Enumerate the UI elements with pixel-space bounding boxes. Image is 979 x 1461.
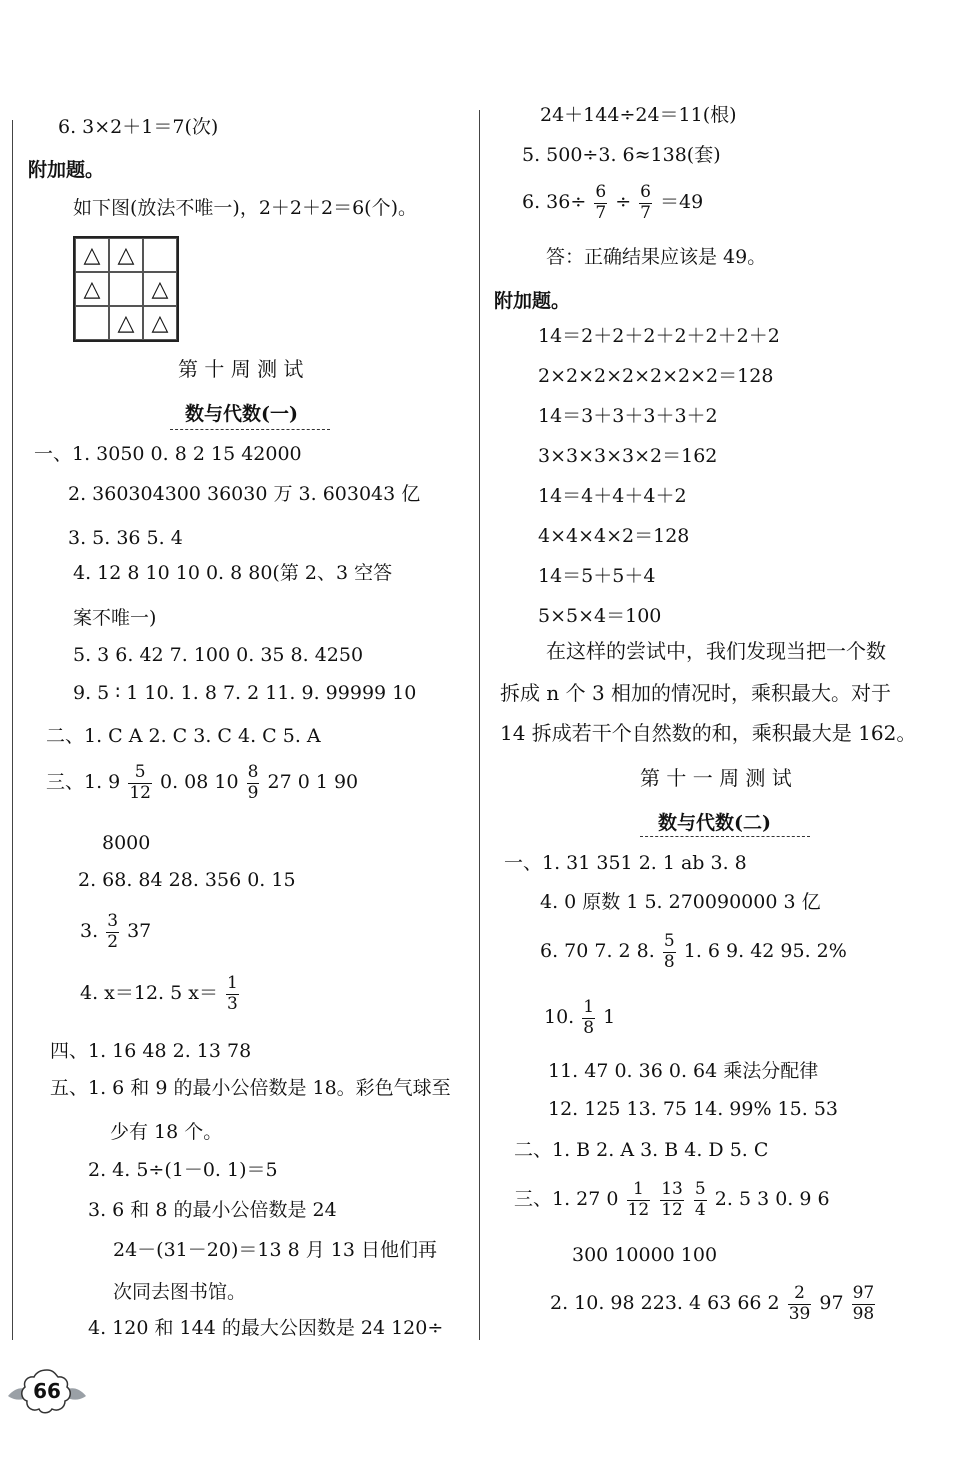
answer-line: 3. 5. 36 5. 4 bbox=[68, 527, 183, 549]
fraction: $\frac{2}{39}$ bbox=[788, 1283, 811, 1324]
answer-line: 案不唯一) bbox=[73, 607, 157, 629]
fraction: $\frac{13}{12}$ bbox=[661, 1179, 683, 1220]
text: 27 0 1 90 bbox=[267, 771, 359, 794]
text: 6. 70 7. 2 8. bbox=[540, 940, 655, 963]
left-margin-rule bbox=[12, 120, 13, 1340]
answer-line: 14＝2＋2＋2＋2＋2＋2＋2 bbox=[538, 325, 780, 347]
grid-cell bbox=[75, 306, 109, 340]
fraction: $\frac{6}{7}$ bbox=[595, 182, 607, 223]
answer-line: 14＝5＋5＋4 bbox=[538, 565, 656, 587]
section-underline bbox=[640, 836, 810, 837]
text: 37 bbox=[127, 920, 152, 943]
fraction: $\frac{1}{12}$ bbox=[627, 1179, 650, 1220]
answer-line: 2. 360304300 36030 万 3. 603043 亿 bbox=[68, 483, 421, 505]
answer-line: 5×5×4＝100 bbox=[538, 605, 662, 627]
bonus-heading: 附加题。 bbox=[28, 159, 105, 181]
answer-line: 4. 12 8 10 10 0. 8 80(第 2、3 空答 bbox=[73, 562, 393, 584]
answer-line: 4. 120 和 144 的最大公因数是 24 120÷ bbox=[88, 1317, 444, 1339]
answer-line bbox=[544, 998, 615, 1038]
bonus-heading: 附加题。 bbox=[494, 290, 571, 312]
text: 1 bbox=[603, 1006, 616, 1029]
answer-line: 11. 47 0. 36 0. 64 乘法分配律 bbox=[548, 1060, 819, 1082]
grid-cell: △ bbox=[143, 272, 177, 306]
text: 10. bbox=[544, 1006, 575, 1029]
week10-title: 第 十 周 测 试 bbox=[178, 357, 304, 381]
answer-line: 14＝4＋4＋4＋2 bbox=[538, 485, 687, 507]
answer-line: 5. 3 6. 42 7. 100 0. 35 8. 4250 bbox=[73, 644, 364, 666]
answer-line: 次同去图书馆。 bbox=[113, 1281, 247, 1303]
answer-line bbox=[514, 1180, 830, 1220]
fraction: $\frac{3}{2}$ bbox=[107, 911, 119, 952]
fraction: $\frac{8}{9}$ bbox=[247, 762, 259, 803]
answer-line: 四、1. 16 48 2. 13 78 bbox=[50, 1040, 252, 1062]
answer-line: 一、1. 31 351 2. 1 ab 3. 8 bbox=[504, 852, 747, 874]
answer-line: 答：正确结果应该是 49。 bbox=[546, 246, 767, 268]
week11-title: 第 十 一 周 测 试 bbox=[640, 766, 792, 790]
answer-line: 300 10000 100 bbox=[572, 1244, 718, 1266]
answer-line: 6. 3×2＋1＝7(次) bbox=[58, 116, 219, 138]
answer-line: 8000 bbox=[102, 832, 151, 854]
answer-line: 12. 125 13. 75 14. 99% 15. 53 bbox=[548, 1098, 838, 1120]
answer-line: 5. 500÷3. 6≈138(套) bbox=[522, 144, 721, 166]
column-divider bbox=[479, 110, 480, 1340]
fraction: $\frac{6}{7}$ bbox=[640, 182, 651, 223]
section-underline bbox=[170, 429, 330, 430]
grid-cell: △ bbox=[75, 272, 109, 306]
section-title-algebra-1: 数与代数(一) bbox=[185, 403, 298, 425]
text: 0. 08 10 bbox=[160, 771, 239, 794]
grid-cell bbox=[109, 272, 143, 306]
answer-line: 一、1. 3050 0. 8 2 15 42000 bbox=[34, 443, 302, 465]
answer-line: 3. 6 和 8 的最小公倍数是 24 bbox=[88, 1199, 337, 1221]
answer-line bbox=[80, 974, 241, 1014]
paragraph-line: 拆成 n 个 3 相加的情况时，乘积最大。对于 bbox=[500, 681, 892, 705]
answer-line: 24＋144÷24＝11(根) bbox=[540, 104, 737, 126]
answer-line: 4. 0 原数 1 5. 270090000 3 亿 bbox=[540, 891, 821, 913]
answer-line: 24－(31－20)＝13 8 月 13 日他们再 bbox=[113, 1239, 437, 1261]
fraction: $\frac{5}{12}$ bbox=[129, 762, 151, 803]
answer-line bbox=[522, 183, 703, 223]
answer-line: 2×2×2×2×2×2×2＝128 bbox=[538, 365, 774, 387]
grid-cell: △ bbox=[75, 238, 109, 272]
answer-line: 2. 4. 5÷(1－0. 1)＝5 bbox=[88, 1159, 278, 1181]
fraction: $\frac{1}{3}$ bbox=[227, 973, 238, 1014]
grid-cell: △ bbox=[109, 306, 143, 340]
text: 1. 6 9. 42 95. 2% bbox=[683, 940, 847, 963]
answer-line: 二、1. B 2. A 3. B 4. D 5. C bbox=[514, 1139, 769, 1161]
bonus-text: 如下图(放法不唯一)，2＋2＋2＝6(个)。 bbox=[73, 197, 418, 219]
text: 6. 36÷ bbox=[522, 191, 587, 214]
page-number: 66 bbox=[33, 1379, 61, 1403]
text: ＝49 bbox=[660, 191, 704, 214]
answer-line: 4×4×4×2＝128 bbox=[538, 525, 690, 547]
answer-line bbox=[540, 932, 847, 972]
answer-line: 9. 5 ∶ 1 10. 1. 8 7. 2 11. 9. 99999 10 bbox=[73, 682, 417, 704]
paragraph-line: 14 拆成若干个自然数的和，乘积最大是 162。 bbox=[500, 721, 917, 745]
answer-line bbox=[550, 1284, 877, 1324]
text: 2. 10. 98 223. 4 63 66 2 bbox=[550, 1292, 780, 1315]
answer-line: 14＝3＋3＋3＋3＋2 bbox=[538, 405, 718, 427]
fraction: $\frac{97}{98}$ bbox=[852, 1283, 875, 1324]
answer-line: 五、1. 6 和 9 的最小公倍数是 18。彩色气球至 bbox=[50, 1077, 451, 1099]
text: 3. bbox=[80, 920, 99, 943]
text: 2. 5 3 0. 9 6 bbox=[714, 1188, 830, 1211]
paragraph-line: 在这样的尝试中，我们发现当把一个数 bbox=[546, 639, 886, 663]
answer-line: 2. 68. 84 28. 356 0. 15 bbox=[78, 869, 296, 891]
fraction: $\frac{5}{4}$ bbox=[694, 1179, 706, 1220]
triangle-grid bbox=[73, 236, 179, 342]
text: ÷ bbox=[615, 191, 632, 214]
answer-line: 少有 18 个。 bbox=[110, 1121, 223, 1143]
answer-line: 3×3×3×3×2＝162 bbox=[538, 445, 718, 467]
text: 4. x＝12. 5 x＝ bbox=[80, 982, 218, 1005]
grid-cell bbox=[143, 238, 177, 272]
fraction: $\frac{1}{8}$ bbox=[583, 997, 595, 1038]
text: 97 bbox=[819, 1292, 844, 1315]
text: 三、1. 9 bbox=[46, 771, 121, 794]
grid-cell: △ bbox=[143, 306, 177, 340]
answer-line: 二、1. C A 2. C 3. C 4. C 5. A bbox=[46, 725, 321, 747]
section-title-algebra-2: 数与代数(二) bbox=[658, 812, 771, 834]
answer-line bbox=[46, 763, 358, 803]
grid-cell: △ bbox=[109, 238, 143, 272]
text: 三、1. 27 0 bbox=[514, 1188, 619, 1211]
page-number-badge bbox=[6, 1366, 88, 1416]
answer-line bbox=[80, 912, 151, 952]
fraction: $\frac{5}{8}$ bbox=[663, 931, 675, 972]
